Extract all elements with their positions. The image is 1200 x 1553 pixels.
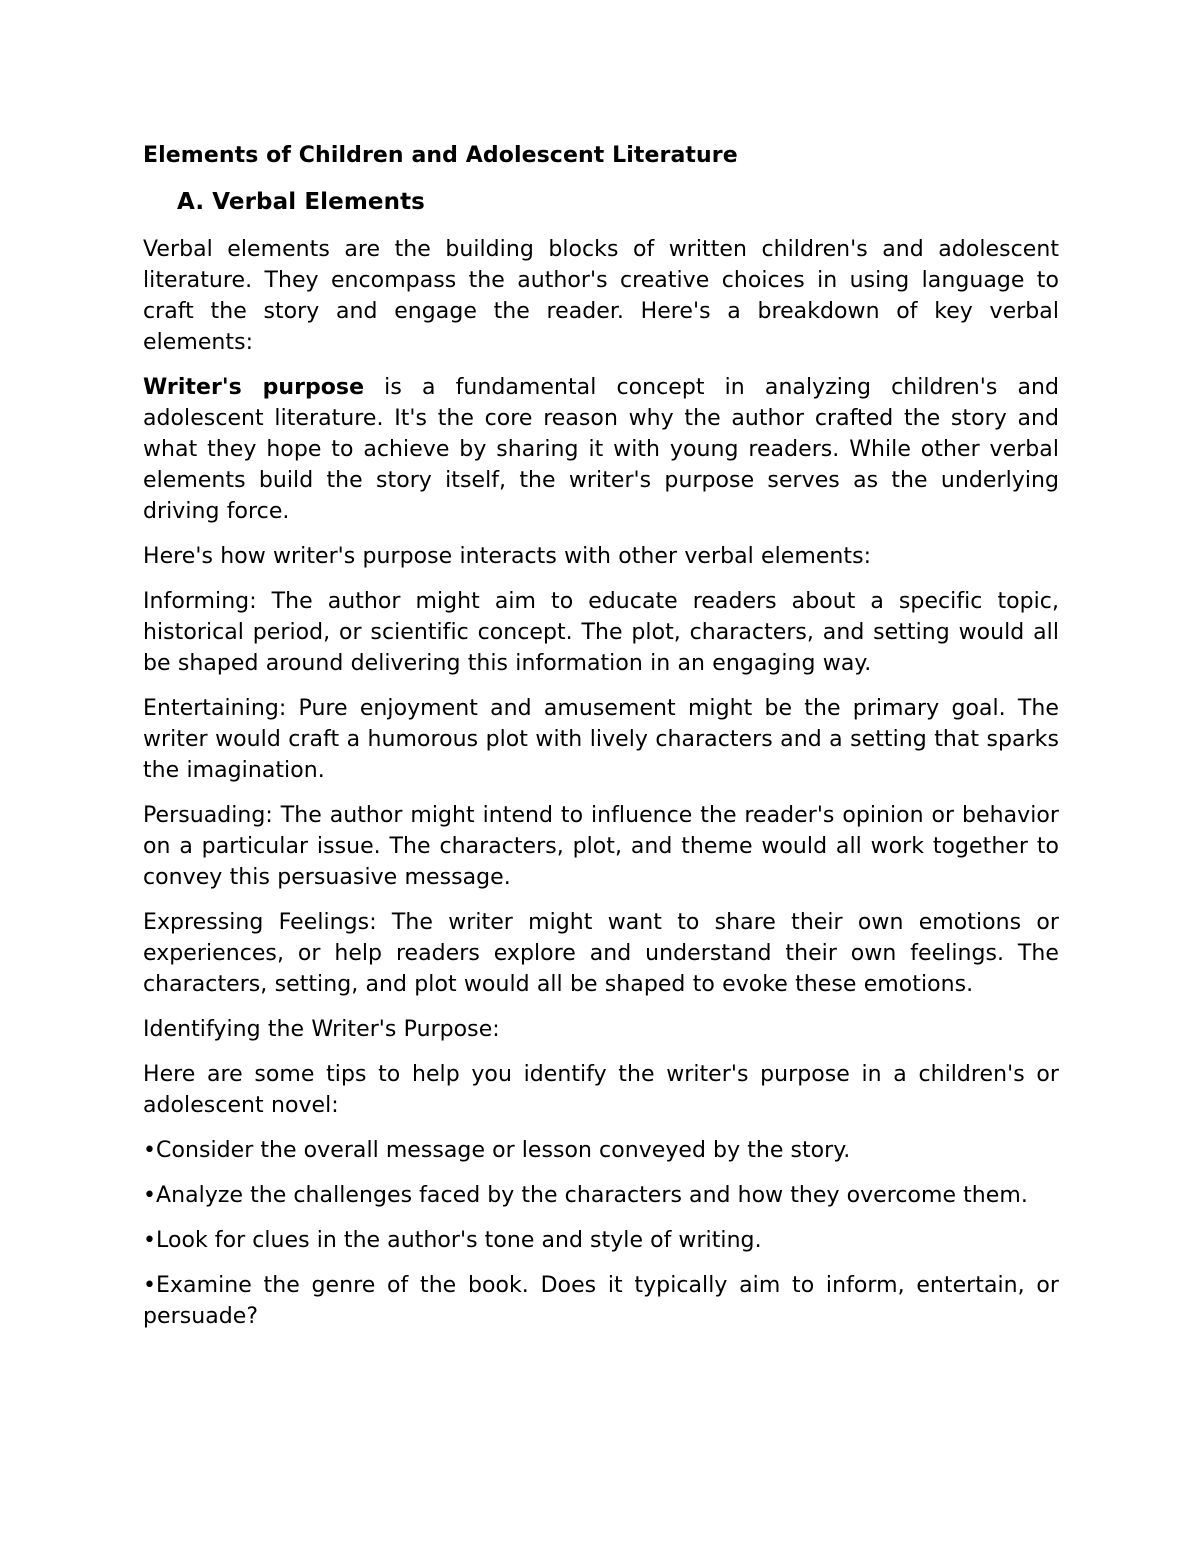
list-item-label: Analyze the challenges faced by the characters and how they overcome them. [156, 1183, 1028, 1208]
list-item [143, 1135, 1059, 1166]
bullet-icon: • [143, 1228, 157, 1253]
paragraph-intro: Verbal elements are the building blocks of written children's and adolescent literature. They encompass the author's creative choices in using language to craft the story and engage the reader. Here's a breakdown of key verbal elements: [143, 237, 1059, 355]
bullet-icon: • [143, 1273, 157, 1298]
paragraph-identifying-lead: Identifying the Writer's Purpose: [143, 1017, 500, 1042]
bullet-icon: • [143, 1138, 157, 1163]
writers-purpose-text: is a fundamental concept in analyzing children's and adolescent literature. It's the core reason why the author crafted the story and what they hope to achieve by sharing it with young readers. While other verbal elements build the story itself, the writer's purpose serves as the underlying driving force. [143, 375, 1060, 524]
paragraph-informing: Informing: The author might aim to educate readers about a specific topic, historical period, or scientific concept. The plot, characters, and setting would all be shaped around delivering this information in an engaging way. [143, 589, 1059, 676]
paragraph-expressing-feelings: Expressing Feelings: The writer might want to share their own emotions or experiences, or help readers explore and understand their own feelings. The characters, setting, and plot would all be shaped to evoke these emotions. [143, 910, 1059, 997]
section-heading-verbal-elements: A. Verbal Elements [177, 189, 425, 215]
paragraph-persuading: Persuading: The author might intend to influence the reader's opinion or behavior on a particular issue. The characters, plot, and theme would all work together to convey this persuasive message. [143, 803, 1059, 890]
paragraph-entertaining: Entertaining: Pure enjoyment and amusement might be the primary goal. The writer would craft a humorous plot with lively characters and a setting that sparks the imagination. [143, 696, 1059, 783]
list-item [143, 1270, 1059, 1332]
list-item-label: Look for clues in the author's tone and style of writing. [156, 1228, 762, 1253]
paragraph-interacts-lead: Here's how writer's purpose interacts with other verbal elements: [143, 544, 872, 569]
list-item-label: Examine the genre of the book. Does it typically aim to inform, entertain, or persuade? [143, 1273, 1059, 1329]
list-item-label: Consider the overall message or lesson conveyed by the story. [156, 1138, 851, 1163]
paragraph-tips-lead: Here are some tips to help you identify the writer's purpose in a children's or adolescent novel: [143, 1062, 1059, 1118]
list-item [143, 1180, 1059, 1211]
writers-purpose-term: Writer's purpose [143, 375, 365, 400]
paragraph-writers-purpose [143, 372, 1059, 527]
page-title: Elements of Children and Adolescent Literature [143, 143, 738, 168]
bullet-icon: • [143, 1183, 157, 1208]
list-item [143, 1225, 1059, 1256]
